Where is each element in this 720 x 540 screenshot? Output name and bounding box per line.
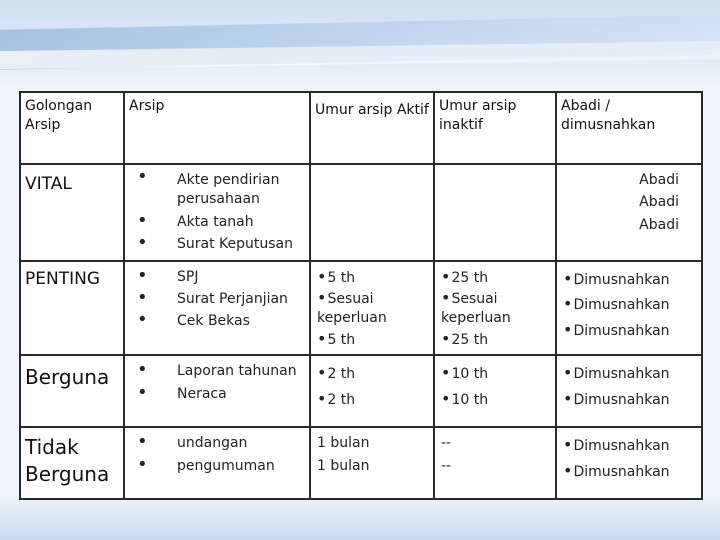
arsip-cell <box>124 164 310 261</box>
inaktif-cell <box>434 164 556 261</box>
header-arsip: Arsip <box>124 92 310 164</box>
list-item: • Laporan tahunan <box>129 360 305 382</box>
list-item: • Cek Bekas <box>129 310 305 332</box>
list-item: • undangan <box>129 432 305 454</box>
cell-value: • 25 th <box>441 328 551 350</box>
cell-value: • Sesuai keperluan <box>317 287 429 328</box>
arsip-cell <box>124 261 310 356</box>
abadi-cell <box>556 427 702 499</box>
cell-value: Abadi <box>639 172 679 188</box>
table-row <box>20 164 702 261</box>
golongan-cell: VITAL <box>20 164 124 261</box>
aktif-cell <box>310 427 434 499</box>
cell-value: • 2 th <box>317 360 429 386</box>
table-header-row <box>20 92 702 164</box>
cell-value: • Dimusnahkan <box>563 317 697 343</box>
cell-value: 1 bulan <box>317 435 370 452</box>
cell-value: • Dimusnahkan <box>563 291 697 317</box>
cell-value: • 10 th <box>441 360 551 386</box>
cell-value: Abadi <box>639 194 679 211</box>
list-item: • pengumuman <box>129 455 305 477</box>
cell-value: • 2 th <box>317 386 429 412</box>
list-item: • Akta tanah <box>129 211 305 233</box>
inaktif-cell <box>434 261 556 356</box>
list-item: • Surat Perjanjian <box>129 288 305 310</box>
list-item: • SPJ <box>129 266 305 288</box>
archive-classification-table <box>19 91 703 500</box>
cell-value: -- <box>441 457 452 474</box>
list-item: • Akte pendirian perusahaan <box>129 169 305 211</box>
cell-value: • 10 th <box>441 386 551 412</box>
cell-value: • Sesuai keperluan <box>441 287 551 328</box>
arsip-cell <box>124 427 310 499</box>
abadi-cell <box>556 355 702 427</box>
aktif-cell <box>310 355 434 427</box>
abadi-cell <box>556 164 702 261</box>
cell-value: • Dimusnahkan <box>563 432 697 458</box>
slide-footer-background <box>0 495 720 540</box>
table-row <box>20 427 702 499</box>
inaktif-cell <box>434 355 556 427</box>
table-row <box>20 261 702 356</box>
table-row <box>20 355 702 427</box>
cell-value: • Dimusnahkan <box>563 458 697 484</box>
list-item: • Surat Keputusan <box>129 233 305 255</box>
golongan-cell: PENTING <box>20 261 124 356</box>
cell-value: -- <box>441 435 452 452</box>
cell-value: • Dimusnahkan <box>563 360 697 386</box>
cell-value: Abadi <box>639 216 679 233</box>
abadi-cell <box>556 261 702 356</box>
header-golongan: Golongan Arsip <box>20 92 124 164</box>
cell-value: • 5 th <box>317 328 429 350</box>
cell-value: 1 bulan <box>317 457 370 474</box>
header-abadi: Abadi / dimusnahkan <box>556 92 702 164</box>
cell-value: • 25 th <box>441 266 551 288</box>
aktif-cell <box>310 261 434 356</box>
golongan-cell: Berguna <box>20 355 124 427</box>
inaktif-cell <box>434 427 556 499</box>
golongan-cell: Tidak Berguna <box>20 427 124 499</box>
aktif-cell <box>310 164 434 261</box>
cell-value: • Dimusnahkan <box>563 386 697 412</box>
list-item: • Neraca <box>129 383 305 405</box>
arsip-cell <box>124 355 310 427</box>
cell-value: • 5 th <box>317 266 429 288</box>
header-umur-inaktif: Umur arsip inaktif <box>434 92 556 164</box>
cell-value: • Dimusnahkan <box>563 266 697 292</box>
header-umur-aktif: Umur arsip Aktif <box>310 92 434 164</box>
